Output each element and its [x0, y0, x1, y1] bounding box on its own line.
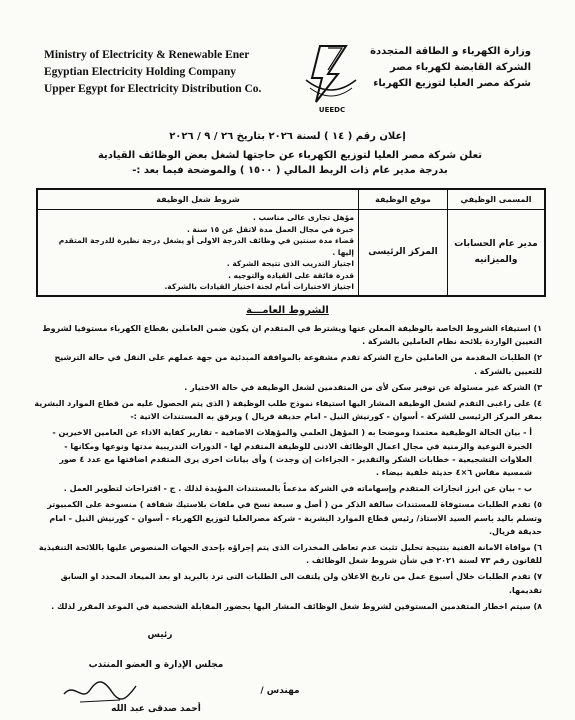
list-item: قضاء مدة سنتين في وظائف الدرجة الاولى أو يشغل درجة نظيرة للدرجة المتقدم إليها . — [58, 236, 354, 257]
list-item: ٦) موافاة الامانة الفنية بنتيجة تحليل تثبت عدم تعاطى المخدرات الذى يتم إجراؤه بإحدى الجهات المنصوص عليها باللائحة التنفيذية للقانون رقم ٧٣ لسنة ٢٠٢١ في شأن شروط شغل الوظائف . — [38, 543, 542, 566]
list-item: اجتياز التدريب الذى تتيحة الشركة . — [226, 259, 354, 268]
list-item: ١) استيفاء الشروط الخاصة بالوظيفة المعلن عنها ويشترط في المتقدم ان يكون ضمن العاملين بقطاع الكهرباء مستوفيا لشروط التعيين الواردة بلائحة نظام العاملين بالشركة . — [42, 324, 542, 347]
list-item: قدرة فائقة على القيادة والتوجيه . — [228, 270, 354, 280]
logo-code: UEEDC — [318, 106, 346, 114]
intro-line: بدرجة مدير عام ذات الربط المالي ( ١٥٠٠ ) والموضحة فيما بعد :- — [132, 165, 448, 176]
job-title: مدير عام الحسابات والميزانيه — [448, 210, 546, 296]
header-en-line-holding: Egyptian Electricity Holding Company — [44, 66, 236, 78]
header-arabic — [356, 44, 531, 92]
list-item: ٥) تقدم الطلبات مستوفاة للمستندات سالفة الذكر من ( أصل و سبعة نسخ في ملفات بلاستيك شفافة ) منسوخة على الكمبيوتر وتسلم باليد باسم السيد الاستاذ/ رئيس قطاع الموارد البشرية - شركة مصرالعليا لتوزيع الكهرباء - أسوان - كورنيش النيل - امام حديقة فريال. — [47, 500, 542, 536]
list-item: ٣) الشركة غير مسئولة عن توفير سكن لأى من المتقدمين لشغل الوظيفة في حالة الاختيار . — [184, 382, 542, 392]
company-logo — [298, 40, 364, 106]
list-item: ٢) الطلبات المقدمة من العاملين خارج الشركة تقدم مشفوعة بالموافقة المبدئية من جهة عملهم على النقل في حالة الترشيح للتعيين بالشركة . — [54, 353, 542, 376]
job-requirements — [37, 210, 359, 296]
header-ar-line-company: شركة مصر العليا لتوزيع الكهرباء — [373, 78, 531, 89]
header-english — [44, 47, 274, 98]
header-ar-line-ministry: وزارة الكهرباء و الطاقة المتجددة — [370, 46, 531, 57]
list-item: اجتياز الاختبارات أمام لجنة اختيار القيادات بالشركة. — [164, 282, 354, 291]
header-ar-line-holding: الشركة القابضة لكهرباء مصر — [390, 62, 531, 73]
jobs-table — [36, 188, 546, 297]
list-item: ٤) على راغبى التقدم لشغل الوظيفة المشار اليها استيفاء نموذج طلب الوظيفة ( الذى يتم الحصول عليه من قطاع الموارد البشرية بمقر المركز الرئيسى للشركة - أسوان - كورنيش النيل - امام حديقة فريال ) ويرفق به المستندات الاتية :- — [34, 399, 542, 422]
handwritten-signature — [60, 674, 140, 708]
signature-president: رئيس — [147, 630, 173, 640]
column-header-location: موقع الوظيفة — [359, 189, 448, 210]
signature-name: أحمد صدقى عبد الله — [111, 704, 201, 714]
requirements-list — [42, 212, 354, 293]
list-item: مؤهل تجارى عالى مناسب . — [253, 213, 354, 222]
table-header-row — [37, 189, 545, 210]
list-item: ب - بيان عن ابرز انجازات المتقدم وإسهاماته في الشركة مدعماً بالمستندات المؤيدة لذلك . ج - اقتراحات لتطوير العمل . — [63, 484, 532, 494]
signature-board: مجلس الإدارة و العضو المنتدب — [88, 660, 224, 670]
announcement-intro — [40, 148, 540, 178]
list-item: خبرة في مجال العمل مدة لاتقل عن ١٥ سنة . — [186, 224, 354, 234]
announcement-number: إعلان رقم ( ١٤ ) لسنة ٢٠٢٦ بتاريخ ٢٦ / ٩ / ٢٠٢٦ — [169, 131, 406, 142]
header-en-line-ministry: Ministry of Electricity & Renewable Ener — [44, 49, 250, 61]
column-header-title: المسمى الوظيفي — [448, 189, 546, 210]
header-en-line-company: Upper Egypt for Electricity Distribution Co. — [44, 83, 262, 95]
column-header-requirements: شروط شغل الوظيفة — [37, 189, 359, 210]
job-location: المركز الرئيسى — [359, 210, 448, 296]
signature-engineer: مهندس / — [260, 686, 300, 696]
list-item: ٨) سيتم اخطار المتقدمين المستوفين لشروط شغل الوظائف المشار اليها بحضور المقابلة الشخصية في الموعد المقرر لذلك . — [51, 601, 542, 611]
list-item: ٧) تقدم الطلبات خلال أسبوع عمل من تاريخ الاعلان ولن يلتفت الى الطلبات التى ترد بالبريد او بعد الميعاد المحدد او السابق تقديمها. — [60, 572, 542, 595]
intro-line: تعلن شركة مصر العليا لتوزيع الكهرباء عن حاجتها لشغل بعض الوظائف القيادية — [97, 150, 483, 161]
conditions-list — [30, 322, 542, 616]
conditions-title: الشروط العامـــة — [246, 305, 329, 316]
list-item: أ - بيان الحالة الوظيفية معتمدا وموضحا به ( المؤهل العلمي والمؤهلات الاضافية - تقارير كفاية الاداء عن العامين الاخيرين - الخبرة النوعية والزمنية في مجال اعمال الوظائف الادنى للوظيفة المتقدم لها - الدورات التدريبية مدتها ونوعها ومكانها - العلاوات التشجيعية - خطابات الشكر والتقدير - الجزاءات إن وجدت ) وأى بيانات اخرى يرى المتقدم اضافتها مع عدد ٤ صور شمسية مقاس ٦×٤ حديثة خلفية بيضاء . — [52, 428, 532, 478]
table-row — [37, 210, 545, 296]
